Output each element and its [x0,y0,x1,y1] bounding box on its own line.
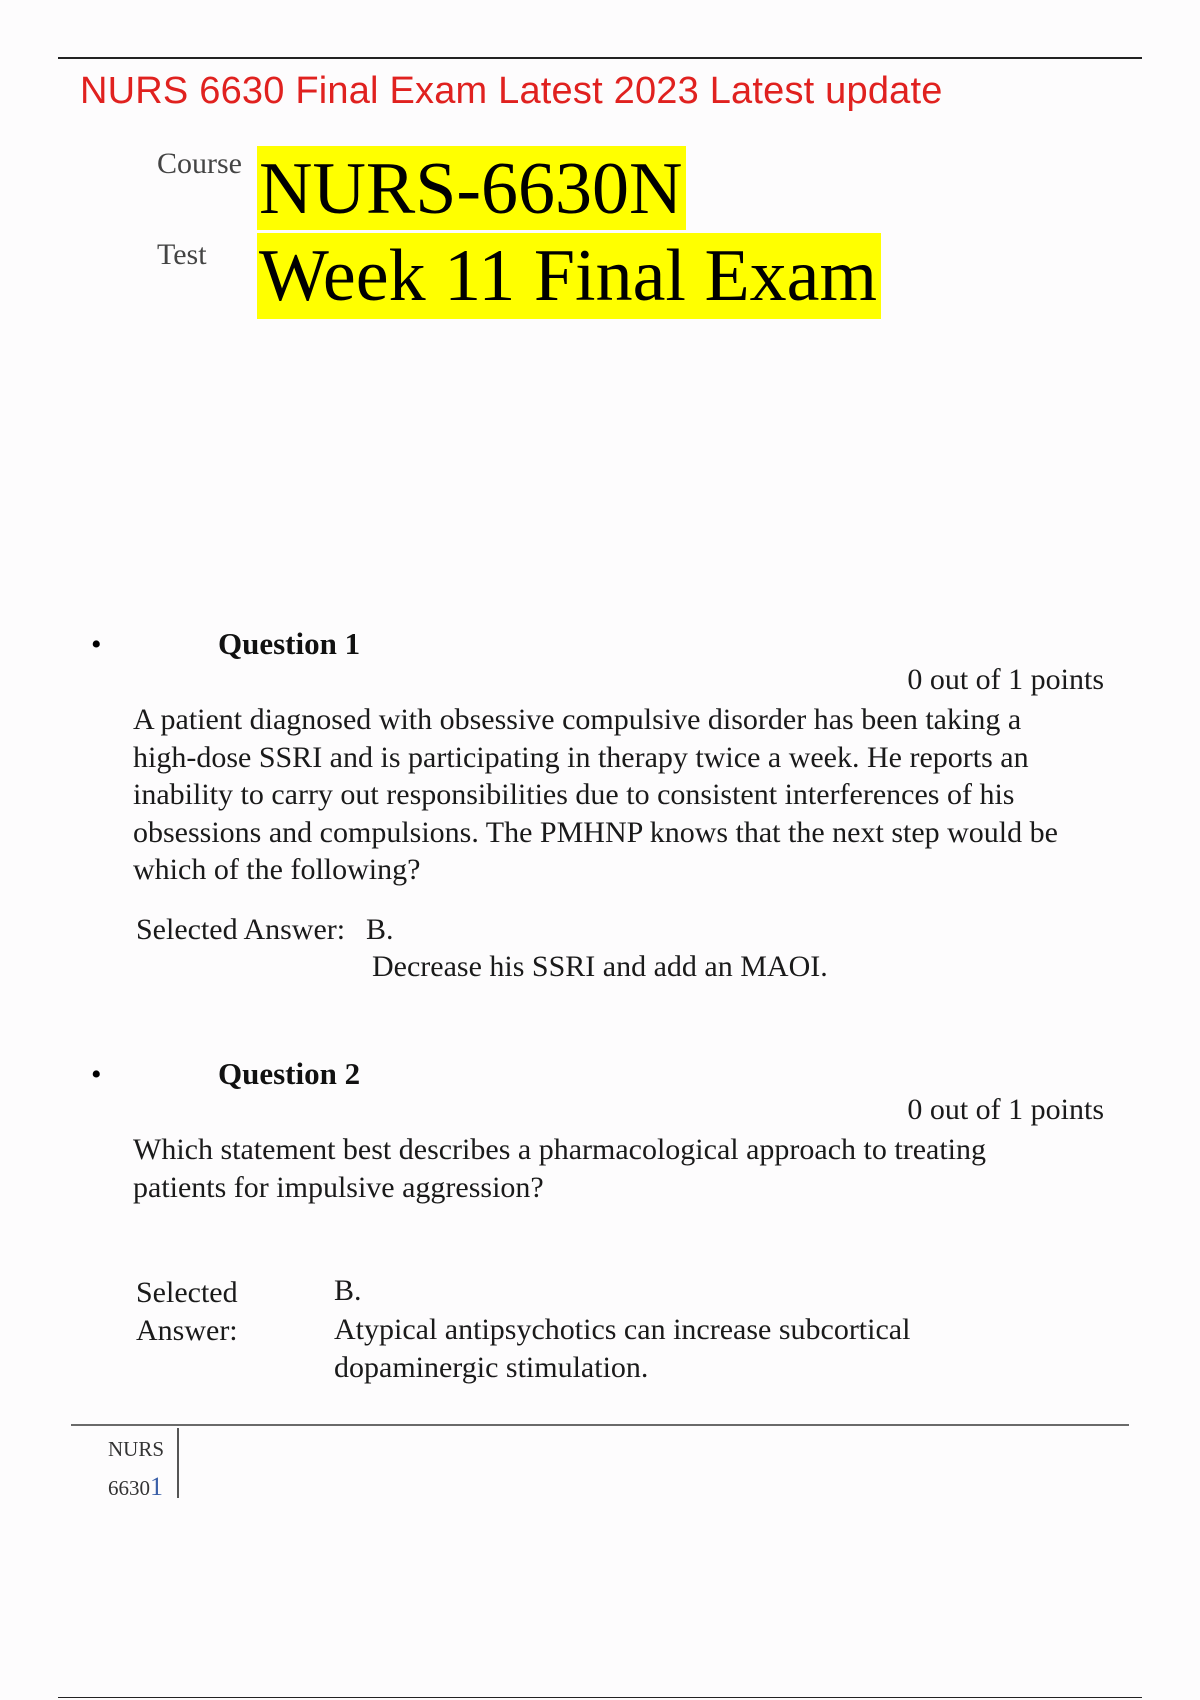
question-1-text: A patient diagnosed with obsessive compulsive disorder has been taking a high-dose SSRI and is participating in therapy twice a week. He reports an inability to carry out responsibilities due to consistent interferences of his obsessions and compulsions. The PMHNP knows that the next step would be which of the following? [133,703,1058,886]
footer-course: NURS 6630 [108,1437,165,1500]
question-2-answer-text: Atypical antipsychotics can increase subcortical dopaminergic stimulation. [334,1313,911,1384]
question-1-answer-text: Decrease his SSRI and add an MAOI. [372,950,828,983]
test-label: Test [157,238,207,271]
footer-rule [71,1424,1129,1426]
question-1-bullet: • [91,628,102,661]
footer-label [108,1430,174,1507]
question-2-bullet: • [91,1058,102,1091]
question-2-answer-letter: B. [334,1274,362,1307]
question-1-points: 0 out of 1 points [907,663,1104,696]
question-2-answer-label: Selected Answer: [136,1276,238,1347]
bottom-rule [58,1697,1142,1698]
course-value: NURS-6630N [257,146,686,230]
footer-divider [177,1428,179,1498]
question-2-text: Which statement best describes a pharmacological approach to treating patients for impulsive aggression? [133,1133,986,1204]
course-label: Course [157,147,242,180]
question-2-points: 0 out of 1 points [907,1093,1104,1126]
footer-page-number: 1 [150,1472,163,1501]
question-1-title: Question 1 [218,626,361,661]
question-1-answer-letter: B. [366,913,394,946]
question-1-answer-label: Selected Answer: [136,913,346,946]
test-value: Week 11 Final Exam [257,233,881,319]
top-rule [58,57,1142,59]
document-title: NURS 6630 Final Exam Latest 2023 Latest update [80,70,943,112]
question-2-title: Question 2 [218,1056,361,1091]
